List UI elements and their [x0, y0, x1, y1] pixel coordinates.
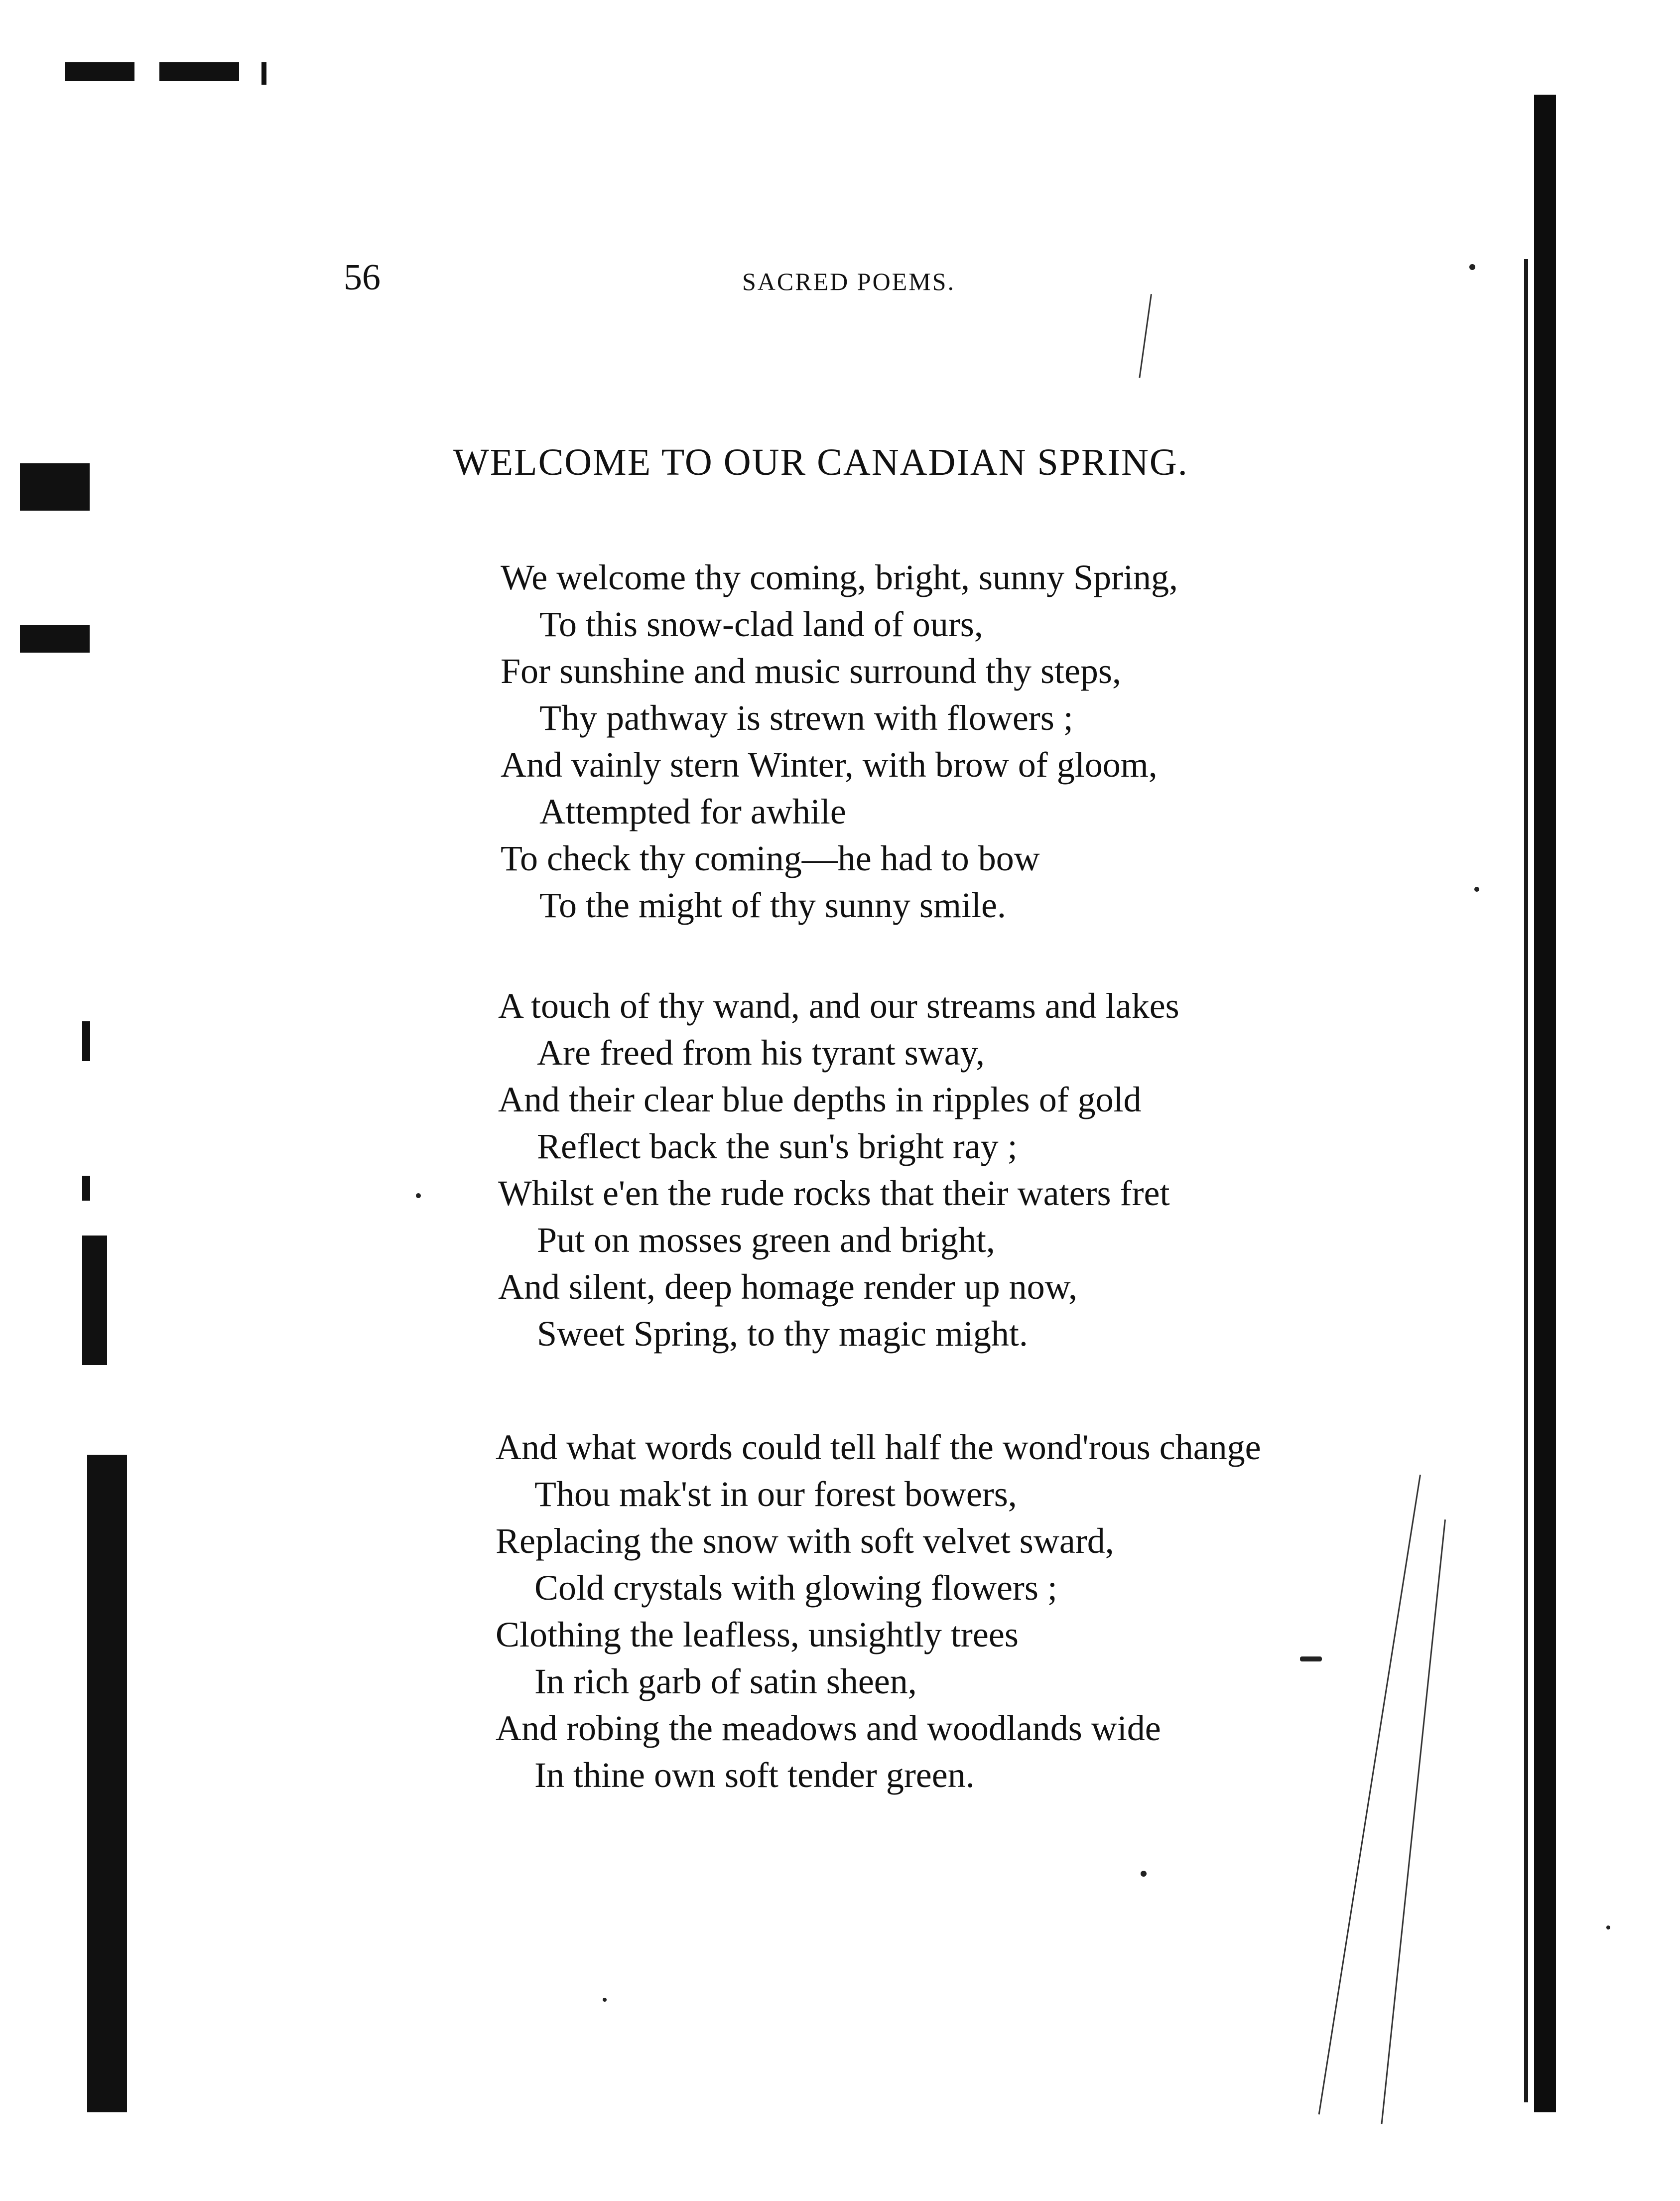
- scan-speck: [1141, 1871, 1147, 1877]
- stanza-3: [496, 1424, 1492, 1798]
- poem-line: Attempted for awhile: [539, 792, 846, 831]
- stanza-2: [498, 982, 1494, 1357]
- scan-speck: [1606, 1926, 1610, 1929]
- poem-line: And robing the meadows and woodlands wide: [496, 1708, 1161, 1748]
- running-head: SACRED POEMS.: [742, 268, 955, 295]
- poem-line: And what words could tell half the wond'rous change: [496, 1427, 1261, 1467]
- scan-speck: [603, 1998, 607, 2002]
- scan-artifact-left-1: [20, 463, 90, 511]
- poem-line: Thou mak'st in our forest bowers,: [534, 1474, 1017, 1514]
- poem-line: Sweet Spring, to thy magic might.: [537, 1314, 1028, 1354]
- stanza-1: [501, 554, 1497, 929]
- scan-artifact-left-6: [82, 1345, 107, 1355]
- poem-line: Clothing the leafless, unsightly trees: [496, 1615, 1019, 1654]
- poem-line: And vainly stern Winter, with brow of gloom,: [501, 745, 1158, 785]
- poem-line: In thine own soft tender green.: [534, 1755, 975, 1795]
- scan-scratch: [1139, 294, 1152, 378]
- scan-artifact-top-3: [261, 62, 266, 85]
- poem-line: Replacing the snow with soft velvet sward,: [496, 1521, 1114, 1561]
- page-number: 56: [344, 257, 381, 298]
- poem-line: Reflect back the sun's bright ray ;: [537, 1126, 1018, 1166]
- poem-line: In rich garb of satin sheen,: [534, 1661, 917, 1701]
- scan-artifact-left-7: [87, 1455, 127, 2112]
- scan-artifact-top-2: [159, 62, 239, 81]
- poem-line: For sunshine and music surround thy steps,: [501, 651, 1121, 691]
- poem-line: To the might of thy sunny smile.: [539, 885, 1006, 925]
- page-edge-shadow: [1534, 95, 1556, 2112]
- poem-line: And silent, deep homage render up now,: [498, 1267, 1078, 1307]
- poem-line: Cold crystals with glowing flowers ;: [534, 1568, 1057, 1608]
- scan-speck: [416, 1193, 421, 1198]
- poem-line: And their clear blue depths in ripples of gold: [498, 1080, 1142, 1119]
- page-edge-line: [1524, 259, 1528, 2102]
- scan-speck: [1469, 264, 1475, 270]
- poem-line: To check thy coming—he had to bow: [501, 838, 1040, 878]
- poem-line: To this snow-clad land of ours,: [539, 604, 983, 644]
- poem-title: WELCOME TO OUR CANADIAN SPRING.: [453, 441, 1188, 483]
- scan-artifact-left-4: [82, 1176, 90, 1201]
- poem-line: A touch of thy wand, and our streams and lakes: [498, 986, 1179, 1026]
- scan-artifact-left-3: [82, 1021, 90, 1061]
- poem-line: We welcome thy coming, bright, sunny Spring,: [501, 557, 1178, 597]
- poem-line: Whilst e'en the rude rocks that their waters fret: [498, 1173, 1170, 1213]
- poem-line: Put on mosses green and bright,: [537, 1220, 995, 1260]
- poem-line: Thy pathway is strewn with flowers ;: [539, 698, 1073, 738]
- poem-line: Are freed from his tyrant sway,: [537, 1033, 985, 1073]
- scan-artifact-top-1: [65, 62, 134, 81]
- scan-artifact-left-2: [20, 625, 90, 653]
